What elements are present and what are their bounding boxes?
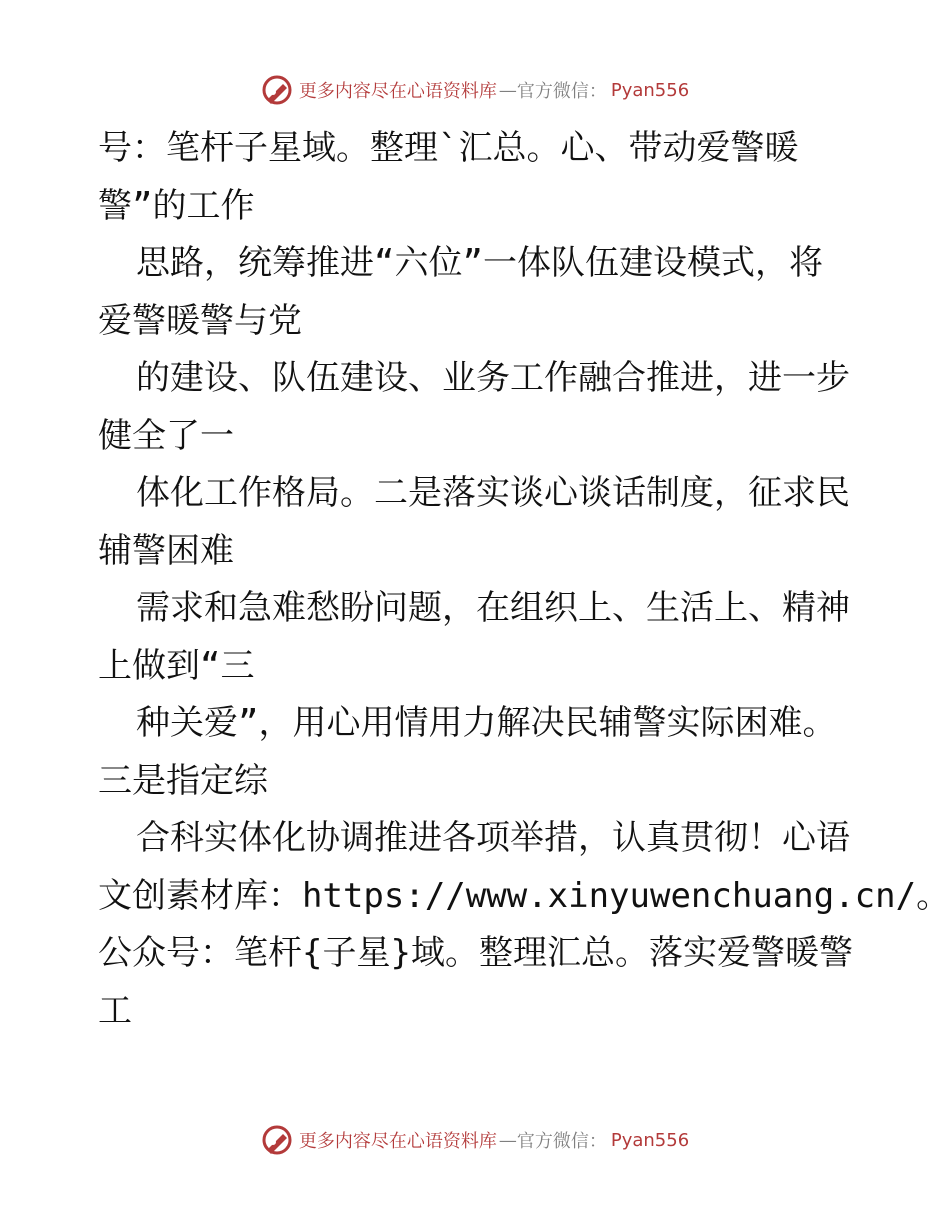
banner-dash: — bbox=[498, 79, 515, 101]
text-line: 号：笔杆子星域。整理`汇总。心、带动爱警暖 bbox=[98, 128, 799, 168]
footer-banner bbox=[0, 1120, 950, 1160]
banner-brand: 更多内容尽在心语资料库 bbox=[298, 81, 497, 102]
banner-account: Pyan556 bbox=[610, 1129, 690, 1151]
text-line: 合科实体化协调推进各项举措，认真贯彻！心语 bbox=[136, 818, 850, 858]
banner-account: Pyan556 bbox=[610, 79, 690, 101]
pen-logo-icon bbox=[261, 74, 293, 106]
banner-brand: 更多内容尽在心语资料库 bbox=[298, 1131, 497, 1152]
header-banner bbox=[0, 70, 950, 110]
banner-wechat-label: 官方微信： bbox=[516, 81, 607, 102]
text-line: 上做到“三 bbox=[98, 645, 255, 686]
document-body bbox=[98, 120, 950, 1040]
text-line: 警”的工作 bbox=[98, 185, 255, 226]
text-line: 健全了一 bbox=[98, 415, 234, 456]
text-line: 公众号：笔杆{子星}域。整理汇总。落实爱警暖警 bbox=[98, 933, 853, 973]
banner-wechat-label: 官方微信： bbox=[516, 1131, 607, 1152]
text-line: 需求和急难愁盼问题，在组织上、生活上、精神 bbox=[136, 588, 850, 628]
text-line: 思路，统筹推进“六位”一体队伍建设模式，将 bbox=[136, 243, 823, 283]
pen-logo-icon bbox=[261, 1124, 293, 1156]
text-line: 文创素材库：https://www.xinyuwenchuang.cn/。 bbox=[98, 875, 950, 916]
text-line: 三是指定综 bbox=[98, 760, 268, 801]
text-line: 种关爱”，用心用情用力解决民辅警实际困难。 bbox=[136, 703, 837, 743]
text-line: 爱警暖警与党 bbox=[98, 300, 302, 341]
text-line: 工 bbox=[98, 990, 132, 1031]
text-line: 体化工作格局。二是落实谈心谈话制度，征求民 bbox=[136, 473, 850, 513]
text-line: 辅警困难 bbox=[98, 530, 234, 571]
text-line: 的建设、队伍建设、业务工作融合推进，进一步 bbox=[136, 358, 850, 398]
banner-dash: — bbox=[498, 1129, 515, 1151]
